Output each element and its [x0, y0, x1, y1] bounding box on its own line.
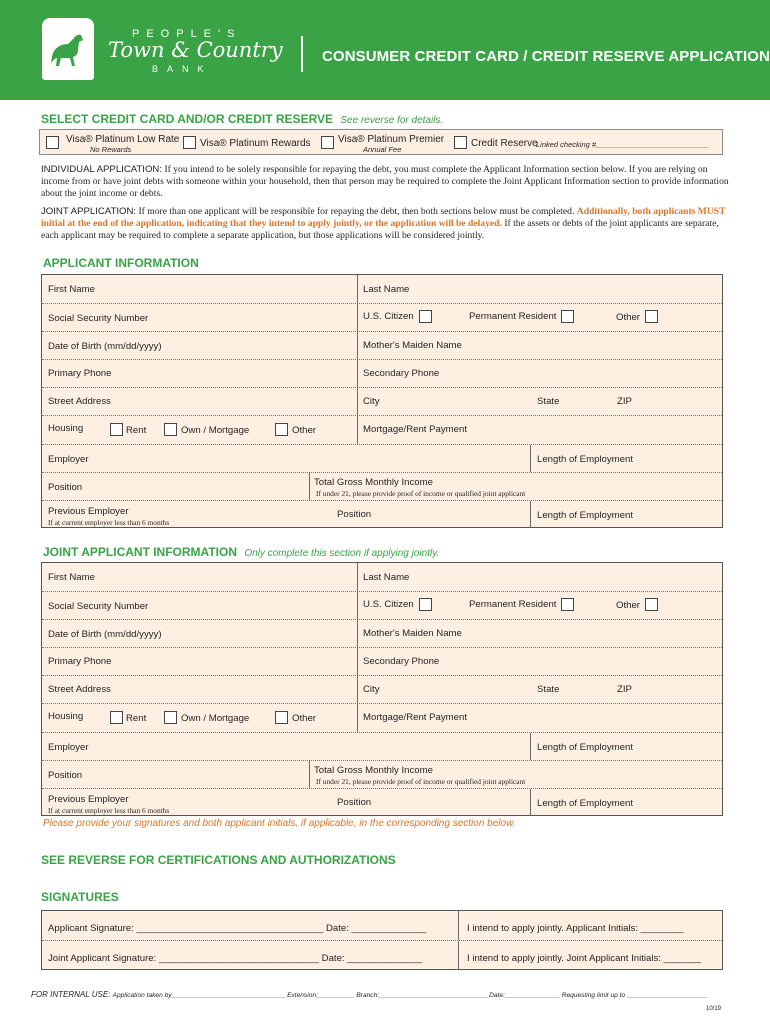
applicant-zip[interactable]: ZIP	[617, 396, 632, 407]
low-rate-label: Visa® Platinum Low Rate	[66, 134, 180, 145]
applicant-row-phone	[42, 359, 722, 387]
joint-row-position	[42, 760, 722, 788]
joint-last-name[interactable]: Last Name	[363, 572, 410, 583]
applicant-secondary-phone[interactable]: Secondary Phone	[363, 368, 440, 379]
joint-permanent-resident-label: Permanent Resident	[469, 599, 557, 610]
joint-application-text	[41, 206, 729, 242]
joint-state[interactable]: State	[537, 684, 560, 695]
header-banner	[0, 0, 770, 100]
premier-label: Visa® Platinum Premier	[338, 134, 445, 145]
rewards-checkbox[interactable]	[183, 136, 196, 149]
applicant-gross-income[interactable]: Total Gross Monthly Income	[314, 477, 433, 488]
applicant-other-label: Other	[616, 312, 640, 323]
applicant-length-employment[interactable]: Length of Employment	[537, 454, 633, 465]
applicant-form	[41, 274, 723, 528]
applicant-permanent-resident-checkbox[interactable]	[561, 310, 574, 323]
joint-initials-line[interactable]: I intend to apply jointly. Joint Applicant Initials: _______	[467, 953, 701, 964]
joint-signature-line[interactable]: Joint Applicant Signature: ______________________________ Date: ______________	[48, 953, 422, 964]
applicant-rent-checkbox[interactable]	[110, 423, 123, 436]
applicant-prev-length[interactable]: Length of Employment	[537, 510, 633, 521]
select-card-title: SELECT CREDIT CARD AND/OR CREDIT RESERVE	[41, 112, 334, 126]
applicant-row-employer	[42, 444, 722, 472]
internal-use-fields: Application taken by_______________________________ Extension:__________ Branch:______________________________Date:_______________ Requesting limit up to ______________________	[112, 992, 708, 999]
applicant-own-label: Own / Mortgage	[181, 425, 250, 436]
joint-us-citizen-label: U.S. Citizen	[363, 599, 414, 610]
joint-first-name[interactable]: First Name	[48, 572, 95, 583]
joint-housing-other-checkbox[interactable]	[275, 711, 288, 724]
internal-use-footer	[31, 990, 708, 999]
applicant-signature-line[interactable]: Applicant Signature: ___________________________________ Date: ______________	[48, 923, 427, 934]
applicant-row-address	[42, 387, 722, 415]
applicant-dob[interactable]: Date of Birth (mm/dd/yyyy)	[48, 341, 162, 352]
joint-app-label: JOINT APPLICATION:	[41, 206, 137, 217]
joint-rent-checkbox[interactable]	[110, 711, 123, 724]
joint-app-highlight: Additionally, both applicants MUST initial at the end of the application, indicating that they intend to apply jointly, or the application will be delayed.	[41, 206, 726, 229]
individual-app-body: If you intend to be solely responsible for repaying the debt, you must complete the Applicant Information section below. If you are relying on income from or have joint debts with someone within your household, then that person may be required to complete the Joint Applicant Information section to provide information about the joint income or debts.	[41, 164, 729, 199]
linked-checking-field[interactable]: Linked checking #___________________________	[536, 140, 709, 149]
applicant-info-title: APPLICANT INFORMATION	[43, 256, 199, 270]
low-rate-checkbox[interactable]	[46, 136, 59, 149]
applicant-row-position	[42, 472, 722, 500]
applicant-prev-position[interactable]: Position	[337, 509, 372, 520]
reverse-notice: SEE REVERSE FOR CERTIFICATIONS AND AUTHORIZATIONS	[41, 853, 396, 867]
applicant-state[interactable]: State	[537, 396, 560, 407]
joint-app-body-1: If more than one applicant will be responsible for repaying the debt, then both sections below must be completed.	[138, 206, 575, 217]
signatures-table	[41, 910, 723, 970]
select-card-note: See reverse for details.	[340, 115, 444, 126]
applicant-employer[interactable]: Employer	[48, 454, 89, 465]
joint-info-heading	[43, 545, 439, 559]
applicant-other-checkbox[interactable]	[645, 310, 658, 323]
joint-row-phone	[42, 647, 722, 675]
joint-info-note: Only complete this section if applying jointly.	[244, 548, 440, 559]
applicant-row-ssn	[42, 303, 722, 331]
joint-length-employment[interactable]: Length of Employment	[537, 742, 633, 753]
applicant-income-note: If under 21, please provide proof of income or qualified joint applicant	[316, 489, 526, 498]
joint-other-label: Other	[616, 600, 640, 611]
brand-top: PEOPLE'S	[132, 28, 242, 40]
card-selection-row	[39, 129, 723, 155]
applicant-prev-employer[interactable]: Previous Employer	[48, 506, 129, 517]
revision-date: 10/19	[706, 1006, 722, 1012]
applicant-row-dob	[42, 331, 722, 359]
applicant-prev-note: If at current employer less than 6 months	[48, 518, 170, 527]
signature-instruction: Please provide your signatures and both applicant initials, if applicable, in the corresponding section below.	[43, 818, 516, 829]
joint-us-citizen-checkbox[interactable]	[419, 598, 432, 611]
joint-prev-position[interactable]: Position	[337, 797, 372, 808]
applicant-initials-line[interactable]: I intend to apply jointly. Applicant Initials: ________	[467, 923, 684, 934]
joint-own-label: Own / Mortgage	[181, 713, 250, 724]
low-rate-sub: No Rewards	[90, 145, 132, 154]
joint-prev-employer[interactable]: Previous Employer	[48, 794, 129, 805]
joint-secondary-phone[interactable]: Secondary Phone	[363, 656, 440, 667]
applicant-position[interactable]: Position	[48, 482, 83, 493]
joint-income-note: If under 21, please provide proof of income or qualified joint applicant	[316, 777, 526, 786]
joint-primary-phone[interactable]: Primary Phone	[48, 656, 112, 667]
joint-zip[interactable]: ZIP	[617, 684, 632, 695]
joint-own-checkbox[interactable]	[164, 711, 177, 724]
applicant-street[interactable]: Street Address	[48, 396, 111, 407]
credit-reserve-checkbox[interactable]	[454, 136, 467, 149]
joint-prev-length[interactable]: Length of Employment	[537, 798, 633, 809]
joint-dob[interactable]: Date of Birth (mm/dd/yyyy)	[48, 629, 162, 640]
joint-maiden-name[interactable]: Mother's Maiden Name	[363, 628, 462, 639]
rewards-label: Visa® Platinum Rewards	[200, 138, 311, 149]
joint-row-employer	[42, 732, 722, 760]
joint-position[interactable]: Position	[48, 770, 83, 781]
applicant-us-citizen-checkbox[interactable]	[419, 310, 432, 323]
applicant-first-name[interactable]: First Name	[48, 284, 95, 295]
applicant-rent-label: Rent	[126, 425, 147, 436]
joint-housing-other-label: Other	[292, 713, 316, 724]
individual-application-text	[41, 164, 729, 200]
joint-row-dob	[42, 619, 722, 647]
applicant-last-name[interactable]: Last Name	[363, 284, 410, 295]
applicant-maiden-name[interactable]: Mother's Maiden Name	[363, 340, 462, 351]
joint-app-body-2: If the assets or debts of the joint applicants are separate, each applicant may be required to complete a separate application, but those applications will be considered jointly.	[41, 218, 719, 241]
internal-use-label: FOR INTERNAL USE:	[31, 990, 111, 999]
applicant-permanent-resident-label: Permanent Resident	[469, 311, 557, 322]
joint-rent-label: Rent	[126, 713, 147, 724]
applicant-row-name	[42, 275, 722, 303]
applicant-city[interactable]: City	[363, 396, 380, 407]
signatures-title: SIGNATURES	[41, 890, 119, 904]
applicant-ssn[interactable]: Social Security Number	[48, 313, 149, 324]
joint-permanent-resident-checkbox[interactable]	[561, 598, 574, 611]
individual-app-label: INDIVIDUAL APPLICATION:	[41, 164, 163, 175]
applicant-row-previous	[42, 500, 722, 528]
applicant-us-citizen-label: U.S. Citizen	[363, 311, 414, 322]
joint-employer[interactable]: Employer	[48, 742, 89, 753]
premier-checkbox[interactable]	[321, 136, 334, 149]
applicant-housing-label: Housing	[48, 423, 84, 434]
joint-row-address	[42, 675, 722, 703]
applicant-mortgage-payment[interactable]: Mortgage/Rent Payment	[363, 424, 467, 435]
joint-signature-row	[42, 940, 722, 970]
joint-street[interactable]: Street Address	[48, 684, 111, 695]
joint-row-ssn	[42, 591, 722, 619]
brand-bottom: BANK	[152, 64, 213, 74]
applicant-own-checkbox[interactable]	[164, 423, 177, 436]
credit-reserve-label: Credit Reserve	[471, 138, 538, 149]
page-title: CONSUMER CREDIT CARD / CREDIT RESERVE APPLICATION	[322, 48, 770, 65]
header-divider	[301, 36, 303, 72]
joint-mortgage-payment[interactable]: Mortgage/Rent Payment	[363, 712, 467, 723]
joint-row-previous	[42, 788, 722, 816]
joint-ssn[interactable]: Social Security Number	[48, 601, 149, 612]
applicant-housing-other-checkbox[interactable]	[275, 423, 288, 436]
joint-housing-label: Housing	[48, 711, 84, 722]
joint-other-checkbox[interactable]	[645, 598, 658, 611]
applicant-primary-phone[interactable]: Primary Phone	[48, 368, 112, 379]
joint-info-title: JOINT APPLICANT INFORMATION	[43, 545, 237, 559]
select-card-heading	[41, 112, 443, 126]
bank-logo	[42, 18, 94, 80]
applicant-row-housing	[42, 415, 722, 444]
horse-icon	[46, 26, 90, 70]
joint-row-name	[42, 563, 722, 591]
brand-name: Town & Country	[108, 38, 283, 62]
premier-sub: Annual Fee	[363, 145, 402, 154]
joint-prev-note: If at current employer less than 6 months	[48, 806, 170, 815]
joint-city[interactable]: City	[363, 684, 380, 695]
joint-gross-income[interactable]: Total Gross Monthly Income	[314, 765, 433, 776]
applicant-signature-row	[42, 911, 722, 940]
joint-form	[41, 562, 723, 816]
joint-row-housing	[42, 703, 722, 732]
applicant-housing-other-label: Other	[292, 425, 316, 436]
